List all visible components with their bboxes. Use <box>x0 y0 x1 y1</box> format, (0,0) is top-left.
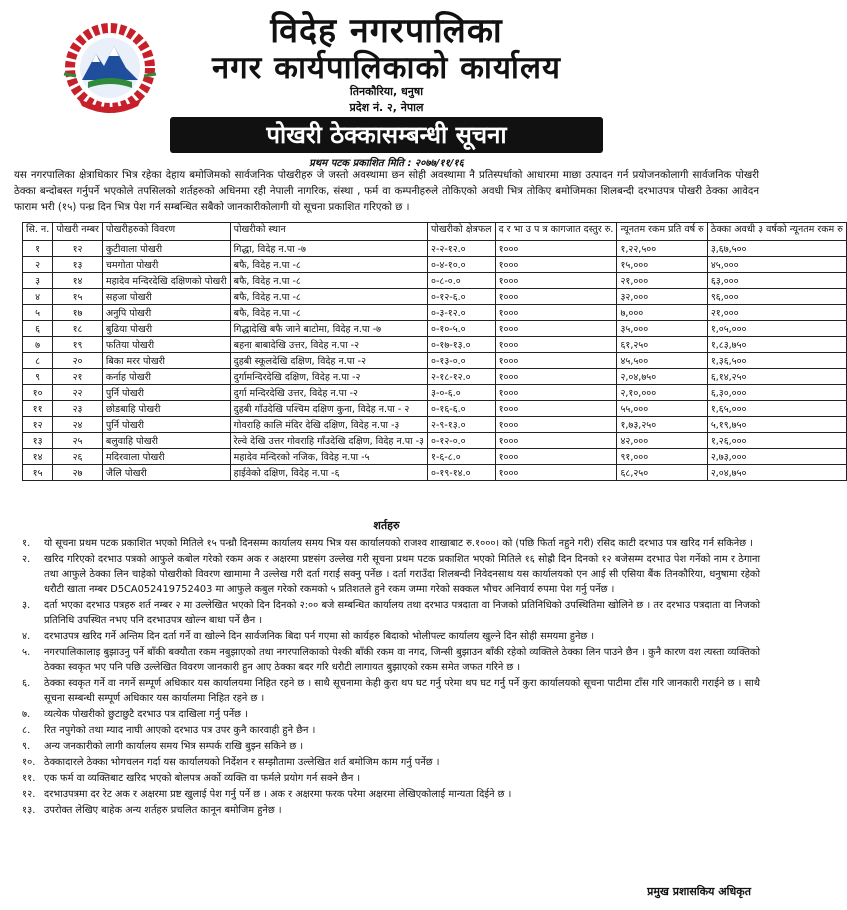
table-cell: २४ <box>53 417 103 433</box>
table-header-row <box>23 223 847 241</box>
condition-text: दरभाउपत्रमा दर रेट अक र अक्षरमा प्रष्ट खुलाई पेश गर्नु पर्ने छ । अक र अक्षरमा फरक परेमा अक्षरमा लेखिएकोलाई मान्यता दिईने छ । <box>44 789 512 800</box>
table-cell: ३-०-६.० <box>428 385 496 401</box>
conditions-list <box>22 536 760 819</box>
condition-item <box>22 536 760 551</box>
condition-text: ठेक्कादारले ठेक्का भोगचलन गर्दा यस कार्यालयको निर्देशन र सम्झौतामा उल्लेखित शर्त बमोजिम काम गर्नु पर्नेछ । <box>44 757 440 768</box>
table-cell: १३ <box>53 257 103 273</box>
table-cell: ०-१७-१३.० <box>428 337 496 353</box>
table-cell: ०-८-०.० <box>428 273 496 289</box>
table-cell: गिद्धादेखि बफै जाने बाटोमा, विदेह न.पा -७ <box>230 321 427 337</box>
table-cell: ०-१३-०.० <box>428 353 496 369</box>
condition-text: उपरोक्त लेखिए बाहेक अन्य शर्तहरु प्रचलित कानून बमोजिम हुनेछ । <box>44 805 282 816</box>
table-cell: ९ <box>23 369 53 385</box>
table-cell: १५,००० <box>617 257 707 273</box>
condition-text: नगरपालिकालाइ बुझाउनु पर्ने बाँकी बक्यौता रकम नबुझाएको तथा नगरपालिकाको पेश्की बाँकी रकम वा नगद, जिन्सी बुझाउन बाँकी रहेको व्यक्तिले ठेक्का लिन पाउने छैन । कुनै कारण वश त्यस्ता व्यक्तिको ठेक्का स्वकृत भए पनि पछि उल्लेखित विवरण जानकारी हुन आए ठेक्का बदर गरि धरौटी लागायत बुझाएको रकम समेत जफत गरिने छ । <box>44 647 760 673</box>
table-cell: १००० <box>495 385 617 401</box>
condition-text: एक फर्म वा व्यक्तिबाट खरिद भएको बोलपत्र अर्को व्यक्ति वा फर्मले प्रयोग गर्न सक्ने छैन । <box>44 773 361 784</box>
condition-text: खरिद गरिएको दरभाउ पत्रको आफुले कबोल गरेको रकम अक र अक्षरमा प्रष्टसंग उल्लेख गरी सूचना प्रथम पटक प्रकाशित भएको मितिले १६ सोह्रौ दिन दिनको १२ बजेसम्म दरभाउ पेश गर्नेको नाम र ठेगाना तथा आफुले ठेक्का लिन चाहेको पोखरीको विवरण खामामा नै उल्लेख गरी दर्ता गराई सक्नु पर्नेछ । दर्ता गराउँदा शिलबन्दी निवेदनसाथ यस कार्यालयको एन आई सी एसिया बैंक तिनकौरिया, धनुषामा रहेको धरौटी खाता नम्बर D5CA052419752403 मा आफुले कबुल गरेको रकमको ५ प्रतिशतले हुने रकम जम्मा गरेको सक्कल भौचर अनिवार्य रुपमा पेश गर्नु पर्नेछ । <box>44 554 761 595</box>
table-cell: १,६५,००० <box>707 401 846 417</box>
table-cell: १००० <box>495 465 617 481</box>
province-line: प्रदेश नं. २, नेपाल <box>349 101 424 114</box>
intro-paragraph: यस नगरपालिका क्षेत्राधिकार भित्र रहेका देहाय बमोजिमको सार्वजनिक पोखरीहरु जे जस्तो अवस्थामा छन सोही अवस्थामा नै प्रतिस्पर्धाको आधारमा माछा उत्पादन गर्न प्रयोजनकोलागी सार्वजनिक पोखरी ठेक्का बन्दोबस्त गर्नुपर्ने भएकोले तपसिलको शर्तहरुको अधिनमा रही नेपाली नागरिक, संस्था , फर्म वा कम्पनीहरुले तोकिएको अवधी भित्र तोकिए बमोजिमका शिलबन्दी दरभाउपत्र पोखरी ठेक्का आवेदन फाराम भरी (१५) पन्ध्र दिन भित्र पेश गर्न सम्बन्धित सबैको जानकारीकोलागी यो सूचना प्रकाशित गरिएको छ । <box>14 170 759 213</box>
table-cell: १० <box>23 385 53 401</box>
notice-banner: पोखरी ठेक्कासम्बन्धी सूचना <box>170 117 603 153</box>
condition-number: ४. <box>22 631 31 642</box>
condition-item <box>22 755 760 770</box>
table-cell: बफै, विदेह न.पा -८ <box>230 273 427 289</box>
table-cell: १५ <box>23 465 53 481</box>
table-cell: ६,३०,००० <box>707 385 846 401</box>
table-cell: महादेव मन्दिरको नजिक, विदेह न.पा -५ <box>230 449 427 465</box>
table-row <box>23 273 847 289</box>
published-date: प्रथम पटक प्रकाशित मिति : २०७७/११/१६ <box>309 158 464 169</box>
table-cell: ६ <box>23 321 53 337</box>
table-cell: ०-४-१०.० <box>428 257 496 273</box>
table-cell: मदिरवाला पोखरी <box>102 449 230 465</box>
table-cell: कुटीवाला पोखरी <box>102 241 230 257</box>
table-cell: छोडबाहि पोखरी <box>102 401 230 417</box>
table-cell: फतिया पोखरी <box>102 337 230 353</box>
table-cell: २,०४,७५० <box>617 369 707 385</box>
condition-number: ५. <box>22 647 31 658</box>
table-cell: २-२-१२.० <box>428 241 496 257</box>
table-cell: दुर्गा मन्दिरदेखि उत्तर, विदेह न.पा -२ <box>230 385 427 401</box>
table-row <box>23 401 847 417</box>
condition-item <box>22 598 760 628</box>
table-cell: १,८३,७५० <box>707 337 846 353</box>
column-header: सि. न. <box>23 223 53 241</box>
column-header: पोखरीको क्षेत्रफल <box>428 223 496 241</box>
table-cell: १,२६,००० <box>707 433 846 449</box>
condition-item <box>22 645 760 675</box>
table-cell: १००० <box>495 401 617 417</box>
table-cell: पुर्नि पोखरी <box>102 417 230 433</box>
column-header: ठेक्का अवधी ३ वर्षको न्यूनतम रकम रु <box>707 223 846 241</box>
table-cell: ७,००० <box>617 305 707 321</box>
table-cell: २० <box>53 353 103 369</box>
column-header: पोखरी नम्बर <box>53 223 103 241</box>
table-cell: ५५,००० <box>617 401 707 417</box>
table-cell: ३२,००० <box>617 289 707 305</box>
table-cell: गिद्धा, विदेह न.पा -७ <box>230 241 427 257</box>
table-cell: ९६,००० <box>707 289 846 305</box>
condition-number: १. <box>22 538 31 549</box>
table-row <box>23 449 847 465</box>
table-cell: ४२,००० <box>617 433 707 449</box>
table-cell: १००० <box>495 433 617 449</box>
condition-number: ७. <box>22 709 31 720</box>
condition-number: ११. <box>22 773 36 784</box>
table-cell: दुहबी स्कूलदेखि दक्षिण, विदेह न.पा -२ <box>230 353 427 369</box>
table-cell: १,७३,२५० <box>617 417 707 433</box>
table-cell: जैलि पोखरी <box>102 465 230 481</box>
conditions-title: शर्तहरु <box>373 519 400 532</box>
table-cell: ५,१९,७५० <box>707 417 846 433</box>
table-row <box>23 433 847 449</box>
table-cell: ९१,००० <box>617 449 707 465</box>
table-cell: ०-१६-६.० <box>428 401 496 417</box>
column-header: पोखरीहरुको विवरण <box>102 223 230 241</box>
table-cell: १ <box>23 241 53 257</box>
table-row <box>23 353 847 369</box>
table-cell: २,०४,७५० <box>707 465 846 481</box>
table-cell: ३५,००० <box>617 321 707 337</box>
table-row <box>23 241 847 257</box>
table-cell: १००० <box>495 273 617 289</box>
table-cell: २६ <box>53 449 103 465</box>
table-row <box>23 289 847 305</box>
table-row <box>23 337 847 353</box>
table-row <box>23 305 847 321</box>
table-cell: ०-१०-५.० <box>428 321 496 337</box>
condition-text: अन्य जनकारीको लागी कार्यालय समय भित्र सम्पर्क राखि बुझ्न सकिने छ । <box>44 741 304 752</box>
table-cell: २-१८-१२.० <box>428 369 496 385</box>
condition-number: ६. <box>22 678 31 689</box>
table-cell: ६,१४,२५० <box>707 369 846 385</box>
table-cell: १००० <box>495 417 617 433</box>
table-cell: २,७३,००० <box>707 449 846 465</box>
condition-text: दर्ता भएका दरभाउ पत्रहरु शर्त नम्बर २ मा उल्लेखित भएको दिन दिनको २:०० बजे सम्बन्धित कार्यालय तथा दरभाउ पत्रदाता वा निजको प्रतिनिधिको उपस्थितिमा खोलिने छ । तर दरभाउ पत्रदाता वा निजको प्रतिनिधि उपस्थित नभए पनि दरभाउपत्र खोल्न बाधा पर्ने छैन । <box>44 600 760 626</box>
table-cell: २,१०,००० <box>617 385 707 401</box>
table-cell: १४ <box>23 449 53 465</box>
table-cell: सहजा पोखरी <box>102 289 230 305</box>
table-cell: १००० <box>495 321 617 337</box>
condition-item <box>22 629 760 644</box>
column-header: पोखरीको स्थान <box>230 223 427 241</box>
table-cell: बुढिया पोखरी <box>102 321 230 337</box>
table-cell: १७ <box>53 305 103 321</box>
table-cell: २-९-१३.० <box>428 417 496 433</box>
table-cell: ०-१२-०.० <box>428 433 496 449</box>
table-cell: बिका मरर पोखरी <box>102 353 230 369</box>
table-cell: बफै, विदेह न.पा -८ <box>230 257 427 273</box>
table-cell: २१,००० <box>707 305 846 321</box>
table-cell: १५ <box>53 289 103 305</box>
table-cell: ५ <box>23 305 53 321</box>
table-cell: १००० <box>495 353 617 369</box>
table-cell: बलुवाहि पोखरी <box>102 433 230 449</box>
condition-item <box>22 676 760 706</box>
table-cell: ६१,२५० <box>617 337 707 353</box>
table-cell: १००० <box>495 449 617 465</box>
table-cell: ६३,००० <box>707 273 846 289</box>
table-cell: दुर्गामन्दिरदेखि दक्षिण, विदेह न.पा -२ <box>230 369 427 385</box>
condition-text: ठेक्का स्वकृत गर्ने वा नगर्ने सम्पूर्ण अधिकार यस कार्यालयमा निहित रहने छ । साथै सूचनामा केही कुरा थप घट गर्नु परेमा थप घट गर्नु पर्ने कुरा कार्यालयको सूचना पाटीमा टाँस गरि जानकारी गराईने छ । साथै सूचना सम्बन्धी सम्पूर्ण अधिकार यस कार्यालमा निहित रहने छ । <box>44 678 760 704</box>
table-row <box>23 321 847 337</box>
table-cell: हाईवेको दक्षिण, विदेह न.पा -६ <box>230 465 427 481</box>
table-cell: १२ <box>23 417 53 433</box>
table-cell: १००० <box>495 289 617 305</box>
table-cell: कर्नाह पोखरी <box>102 369 230 385</box>
condition-text: यो सूचना प्रथम पटक प्रकाशित भएको मितिले १५ पन्ध्रौ दिनसम्म कार्यालय समय भित्र यस कार्यालयको राजश्व शाखाबाट रु.१०००। को (पछि फिर्ता नहुने गरी) रसिद काटी दरभाउ पत्र खरिद गर्न सकिनेछ । <box>44 538 753 549</box>
table-row <box>23 257 847 273</box>
table-cell: बफै, विदेह न.पा -८ <box>230 305 427 321</box>
table-cell: २७ <box>53 465 103 481</box>
address-line: तिनकौरिया, धनुषा <box>349 85 424 98</box>
condition-item <box>22 787 760 802</box>
table-cell: ३,६७,५०० <box>707 241 846 257</box>
condition-item <box>22 723 760 738</box>
table-cell: १००० <box>495 241 617 257</box>
table-cell: रेल्वे देखि उत्तर गोवराहि गाँउदेखि दक्षिण, विदेह न.पा -३ <box>230 433 427 449</box>
table-cell: ११ <box>23 401 53 417</box>
condition-number: ३. <box>22 600 31 611</box>
table-cell: १३ <box>23 433 53 449</box>
table-cell: गोवराहि कालि मंदिर देखि दक्षिण, विदेह न.पा -३ <box>230 417 427 433</box>
table-cell: १४ <box>53 273 103 289</box>
notice-header <box>0 0 773 168</box>
municipality-title: विदेह नगरपालिका <box>270 11 503 51</box>
table-cell: बफै, विदेह न.पा -८ <box>230 289 427 305</box>
table-cell: ०-१९-१४.० <box>428 465 496 481</box>
table-cell: अनुपि पोखरी <box>102 305 230 321</box>
condition-number: १३. <box>22 805 36 816</box>
condition-item <box>22 771 760 786</box>
condition-number: ९. <box>22 741 31 752</box>
column-header: द र भा उ प त्र कागजात दस्तुर रु. <box>495 223 617 241</box>
table-row <box>23 465 847 481</box>
table-cell: २१,००० <box>617 273 707 289</box>
table-cell: १,२२,५०० <box>617 241 707 257</box>
table-cell: २३ <box>53 401 103 417</box>
condition-number: ८. <box>22 725 31 736</box>
column-header: न्यूनतम रकम प्रति वर्ष रु <box>617 223 707 241</box>
condition-item <box>22 552 760 597</box>
table-row <box>23 385 847 401</box>
condition-number: १०. <box>22 757 36 768</box>
table-cell: महादेव मन्दिरदेखि दक्षिणको पोखरी <box>102 273 230 289</box>
table-cell: १९ <box>53 337 103 353</box>
table-cell: १००० <box>495 369 617 385</box>
condition-text: दरभाउपत्र खरिद गर्ने अन्तिम दिन दर्ता गर्ने वा खोल्ने दिन सार्वजनिक बिदा पर्न गएमा सो कार्यहरु बिदाको भोलीपल्ट कार्यालय खुल्ने दिन सोही समयमा हुनेछ । <box>44 631 595 642</box>
table-cell: ४५,००० <box>707 257 846 273</box>
table-cell: १-६-८.० <box>428 449 496 465</box>
office-title: नगर कार्यपालिकाको कार्यालय <box>212 50 561 86</box>
table-cell: ७ <box>23 337 53 353</box>
condition-number: २. <box>22 554 31 565</box>
table-cell: पुर्नि पोखरी <box>102 385 230 401</box>
table-cell: १००० <box>495 305 617 321</box>
table-cell: चमगोता पोखरी <box>102 257 230 273</box>
table-cell: २५ <box>53 433 103 449</box>
table-cell: दुहबी गाँउदेखि पश्चिम दक्षिण कुना, विदेह न.पा - २ <box>230 401 427 417</box>
table-cell: १,०५,००० <box>707 321 846 337</box>
table-cell: बहना बाबादेखि उत्तर, विदेह न.पा -२ <box>230 337 427 353</box>
table-cell: १,३६,५०० <box>707 353 846 369</box>
table-cell: १८ <box>53 321 103 337</box>
table-cell: ३ <box>23 273 53 289</box>
table-cell: ०-१२-६.० <box>428 289 496 305</box>
pond-table <box>22 222 847 481</box>
table-cell: १००० <box>495 337 617 353</box>
signature-title: प्रमुख प्रशासकिय अधिकृत <box>647 885 751 898</box>
table-cell: ४५,५०० <box>617 353 707 369</box>
table-cell: १२ <box>53 241 103 257</box>
condition-item <box>22 803 760 818</box>
table-cell: २ <box>23 257 53 273</box>
condition-number: १२. <box>22 789 36 800</box>
table-cell: ८ <box>23 353 53 369</box>
table-cell: ६८,२५० <box>617 465 707 481</box>
condition-text: व्यत्येक पोखरीको छुटाछुटै दरभाउ पत्र दाखिला गर्नु पर्नेछ । <box>44 709 248 720</box>
table-row <box>23 417 847 433</box>
condition-item <box>22 739 760 754</box>
table-row <box>23 369 847 385</box>
table-cell: ०-३-१२.० <box>428 305 496 321</box>
table-cell: २१ <box>53 369 103 385</box>
table-cell: १००० <box>495 257 617 273</box>
table-cell: ४ <box>23 289 53 305</box>
condition-text: रित नपुगेको तथा म्याद नाघी आएको दरभाउ पत्र उपर कुनै कारवाही हुने छैन । <box>44 725 316 736</box>
condition-item <box>22 707 760 722</box>
table-cell: २२ <box>53 385 103 401</box>
